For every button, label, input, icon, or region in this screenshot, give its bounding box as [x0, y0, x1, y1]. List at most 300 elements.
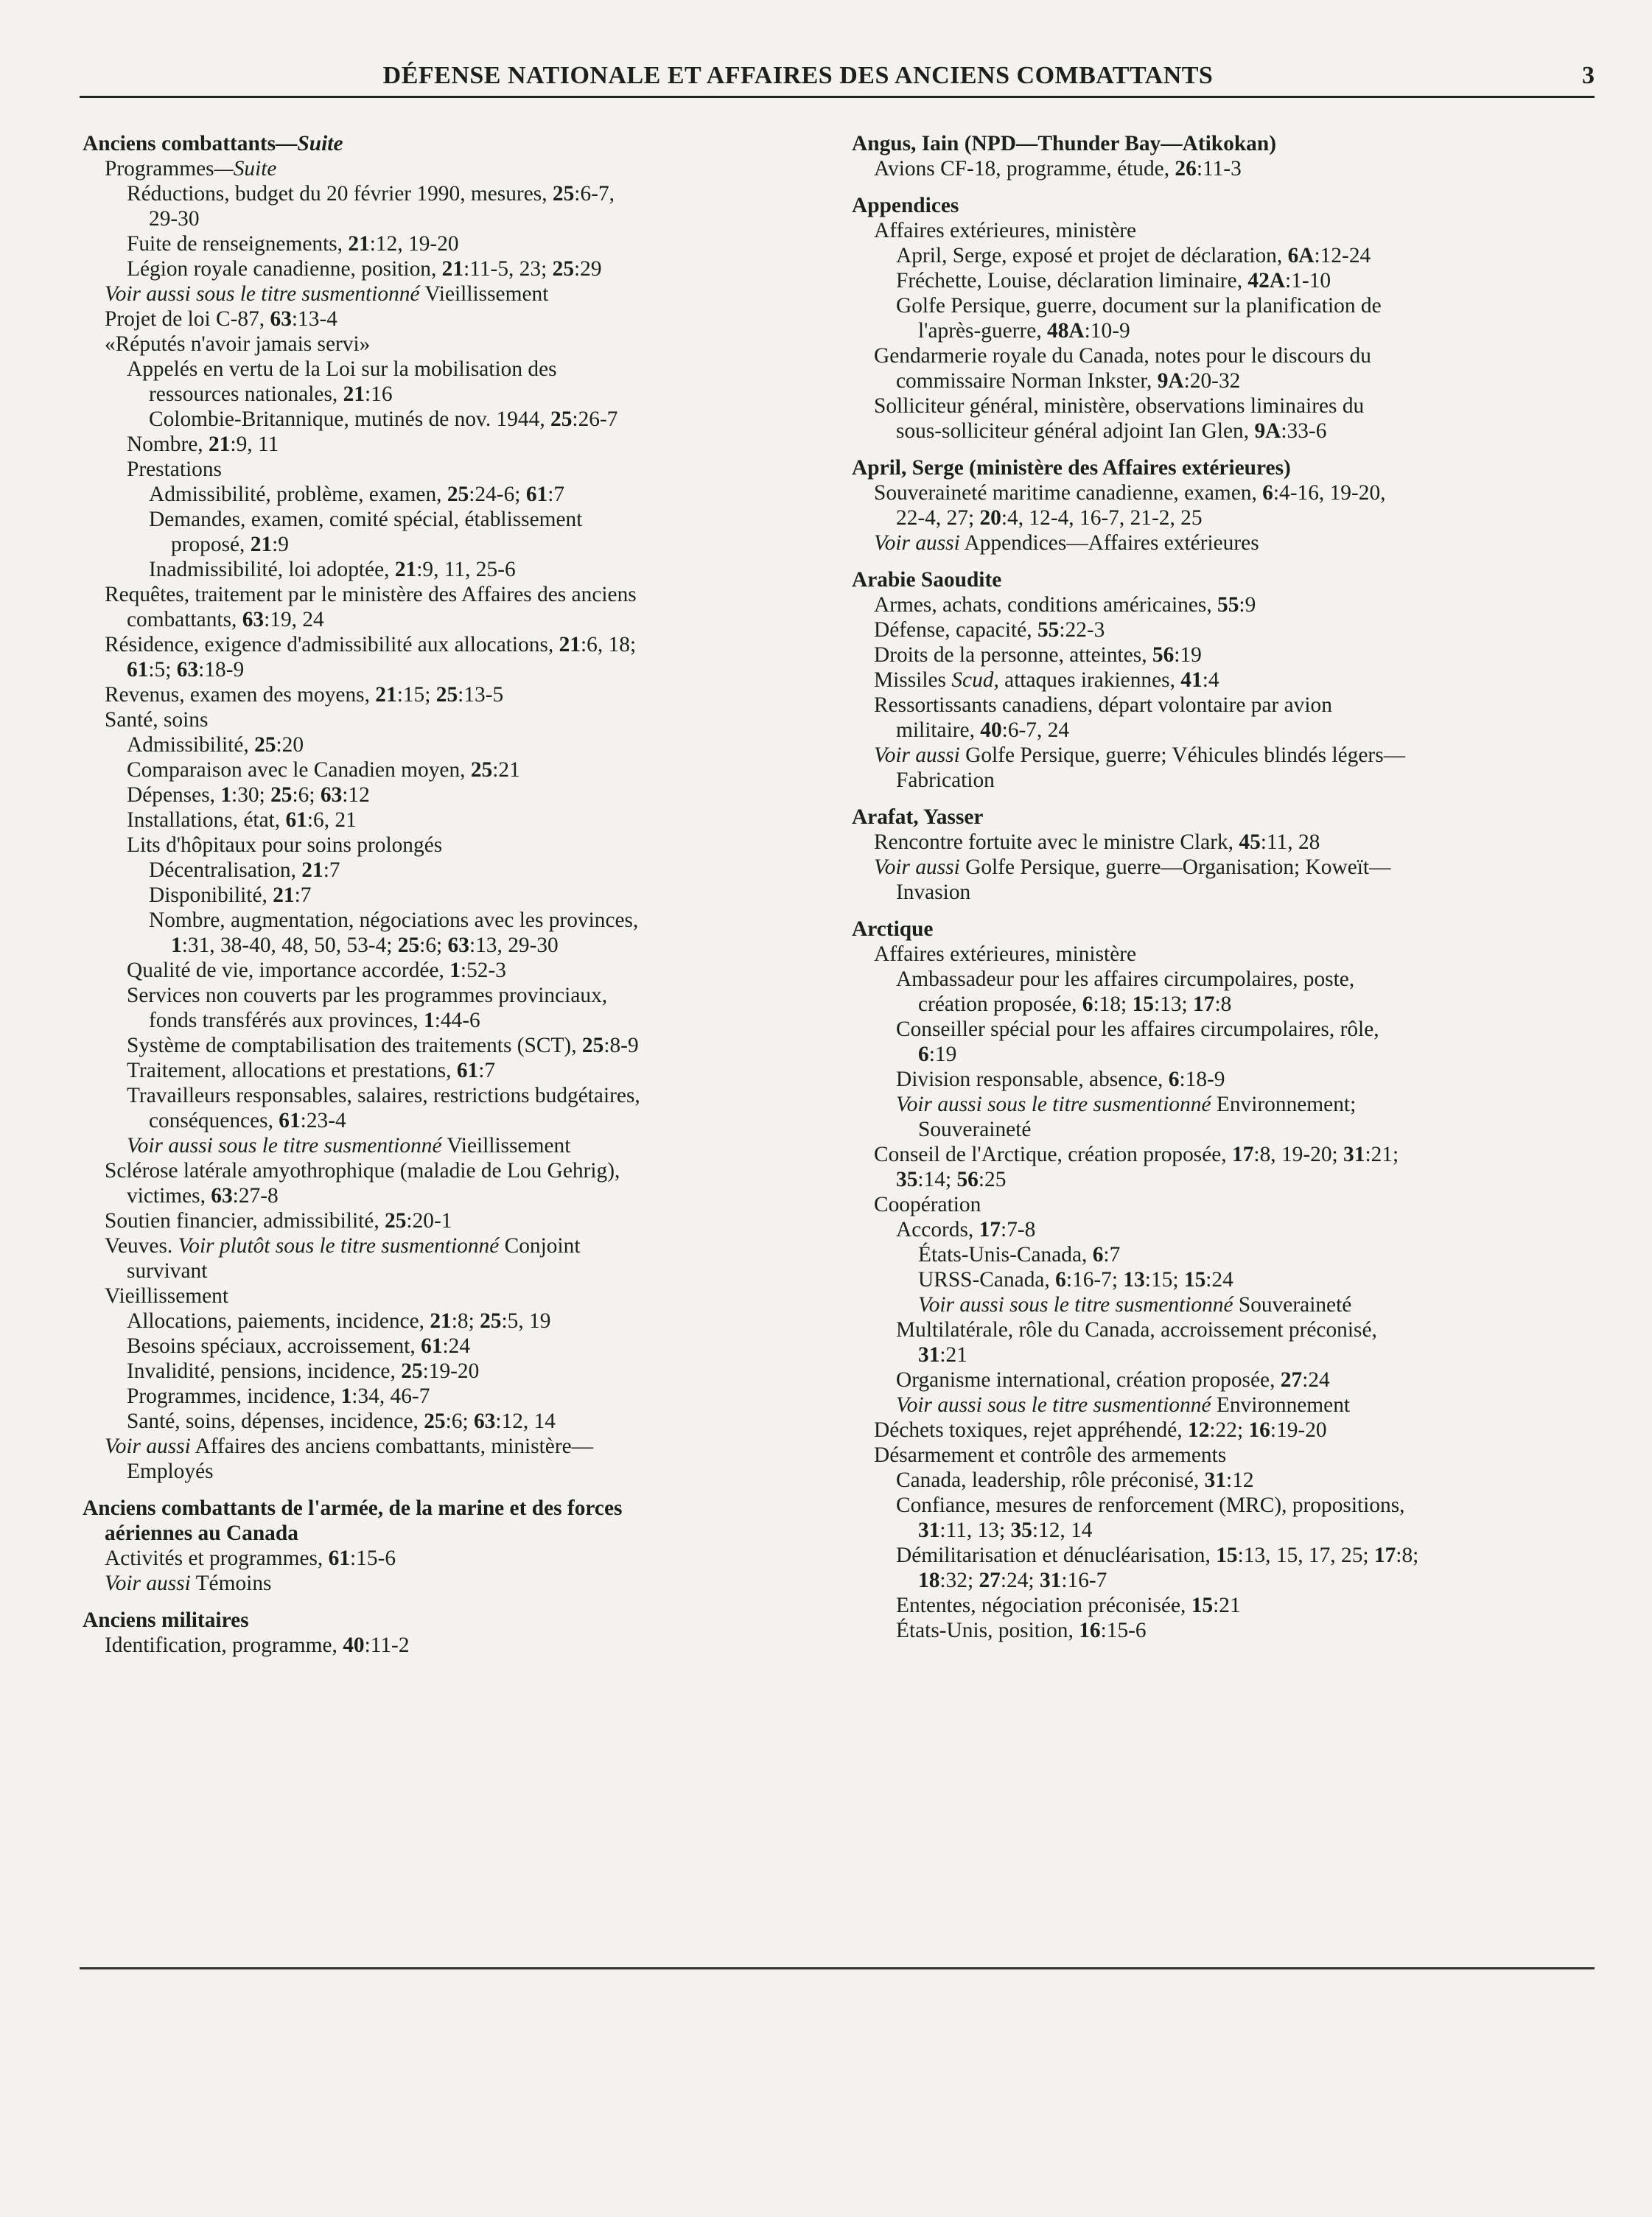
entry-text: :16-7	[1061, 1569, 1107, 1592]
index-entry	[149, 407, 823, 432]
entry-text: 1	[220, 783, 232, 807]
index-entry	[874, 530, 1595, 556]
index-heading	[852, 805, 1595, 830]
entry-text: Vieillissement	[105, 1284, 229, 1308]
entry-text: :24	[1302, 1368, 1330, 1392]
entry-text: :11, 13;	[939, 1519, 1011, 1542]
index-entry	[896, 318, 1595, 343]
entry-text: Fabrication	[896, 768, 995, 792]
entry-text: Prestations	[127, 458, 222, 481]
entry-text: 6	[1262, 481, 1273, 505]
entry-text: 9A	[1254, 419, 1281, 443]
entry-text: 61	[285, 808, 307, 832]
entry-text: Droits de la personne, atteintes,	[874, 643, 1152, 667]
entry-text: Démilitarisation et dénucléarisation,	[896, 1544, 1217, 1567]
entry-text: Requêtes, traitement par le ministère des Affaires des anciens	[105, 583, 637, 606]
entry-text: —Suite	[214, 157, 277, 181]
entry-text: 55	[1037, 618, 1060, 642]
entry-text: :7	[478, 1059, 496, 1082]
index-entry	[127, 1133, 823, 1158]
entry-text: 21	[348, 232, 370, 256]
entry-text: Environnement	[1211, 1393, 1351, 1417]
entry-text: Sclérose latérale amyothrophique (maladie de Lou Gehrig),	[105, 1159, 620, 1183]
index-entry	[896, 268, 1595, 293]
entry-text: sous-solliciteur général adjoint Ian Glen,	[896, 419, 1255, 443]
entry-text: 17	[1232, 1143, 1254, 1166]
entry-text: 35	[1010, 1519, 1032, 1542]
entry-text: Inadmissibilité, loi adoptée,	[149, 558, 395, 581]
index-entry	[874, 642, 1595, 668]
entry-text: Environnement;	[1211, 1093, 1357, 1116]
index-entry	[127, 1334, 823, 1359]
entry-text: 25	[550, 407, 573, 431]
index-entry	[874, 592, 1595, 617]
entry-text: Golfe Persique, guerre, document sur la planification de	[896, 294, 1382, 318]
index-entry	[896, 1367, 1595, 1393]
right-column	[852, 131, 1595, 1643]
entry-text: :15-6	[1100, 1619, 1147, 1642]
entry-text: 22-4, 27;	[896, 506, 980, 530]
index-entry	[874, 218, 1595, 243]
index-entry	[149, 858, 823, 883]
index-entry	[127, 1033, 823, 1058]
index-entry	[896, 1593, 1595, 1618]
index-entry	[874, 743, 1595, 768]
index-entry	[874, 1142, 1595, 1167]
index-entry	[127, 256, 823, 281]
entry-text: 25	[470, 758, 493, 782]
entry-text: Souveraineté	[1233, 1293, 1352, 1317]
entry-text: Voir aussi	[874, 531, 960, 555]
entry-text: :6-7,	[574, 182, 615, 206]
entry-text: 27	[1280, 1368, 1303, 1392]
index-entry	[105, 1283, 823, 1309]
entry-text: 16	[1248, 1418, 1270, 1442]
entry-text: Voir plutôt sous le titre susmentionné	[178, 1234, 500, 1258]
entry-text: 6A	[1287, 244, 1315, 267]
entry-text: militaire,	[896, 718, 981, 742]
index-entry	[105, 582, 823, 607]
entry-text: 61	[328, 1547, 351, 1570]
entry-text: Souveraineté maritime canadienne, examen,	[874, 481, 1263, 505]
index-entry	[874, 343, 1595, 368]
index-entry	[874, 768, 1595, 793]
entry-text: —Suite	[276, 132, 343, 155]
index-entry	[105, 1158, 823, 1183]
index-entry	[874, 880, 1595, 905]
index-entry	[896, 293, 1595, 318]
entry-text: Voir aussi sous le titre susmentionné	[127, 1134, 442, 1157]
entry-text: Ressortissants canadiens, départ volontaire par avion	[874, 693, 1332, 717]
entry-text: April, Serge	[852, 456, 964, 480]
entry-text: Arctique	[852, 917, 934, 941]
entry-text: :22-3	[1059, 618, 1105, 642]
entry-text: :7-8	[1001, 1218, 1036, 1241]
entry-text: 41	[1180, 668, 1203, 692]
entry-text: :52-3	[460, 959, 506, 982]
index-entry	[918, 1242, 1595, 1267]
entry-text: :15-6	[350, 1547, 396, 1570]
entry-text: Besoins spéciaux, accroissement,	[127, 1334, 421, 1358]
entry-text: États-Unis, position,	[896, 1619, 1079, 1642]
index-entry	[874, 505, 1595, 530]
entry-text: :10-9	[1084, 319, 1130, 343]
entry-text: :15;	[396, 683, 436, 707]
entry-text: :6, 18;	[581, 633, 637, 656]
entry-text: 21	[209, 432, 231, 456]
entry-text: :12	[1226, 1468, 1254, 1492]
entry-text: :8, 19-20;	[1253, 1143, 1344, 1166]
entry-text: 63	[320, 783, 343, 807]
entry-text: :7	[547, 483, 565, 506]
entry-text: :24-6;	[469, 483, 526, 506]
entry-text: 13	[1123, 1268, 1145, 1292]
entry-text: :20-32	[1183, 369, 1241, 393]
entry-text: Solliciteur général, ministère, observations liminaires du	[874, 394, 1365, 418]
entry-text: l'après-guerre,	[918, 319, 1048, 343]
entry-text: Fuite de renseignements,	[127, 232, 349, 256]
entry-text: Invalidité, pensions, incidence,	[127, 1359, 402, 1383]
entry-text: 25	[581, 1034, 604, 1057]
entry-text: Qualité de vie, importance accordée,	[127, 959, 450, 982]
entry-text: Golfe Persique, guerre—Organisation; Koweït—	[959, 855, 1391, 879]
index-entry	[896, 1217, 1595, 1242]
entry-text: :20	[276, 733, 304, 757]
index-entry	[896, 1042, 1595, 1067]
entry-text: Comparaison avec le Canadien moyen,	[127, 758, 471, 782]
index-entry	[105, 1633, 823, 1658]
entry-text: ressources nationales,	[149, 382, 343, 406]
index-entry	[105, 1258, 823, 1283]
entry-text: Légion royale canadienne, position,	[127, 257, 442, 281]
index-entry	[874, 617, 1595, 642]
entry-text: attaques irakiennes,	[998, 668, 1181, 692]
index-entry	[127, 833, 823, 858]
entry-text: :6-7, 24	[1001, 718, 1070, 742]
index-heading	[852, 917, 1595, 942]
entry-text: Voir aussi sous le titre susmentionné	[896, 1093, 1211, 1116]
footer-rule	[80, 1967, 1595, 1969]
entry-text: Affaires extérieures, ministère	[874, 219, 1137, 242]
entry-text: :13;	[1153, 992, 1194, 1016]
index-entry	[127, 808, 823, 833]
entry-text: 6	[1092, 1243, 1104, 1267]
entry-text: :31, 38-40, 48, 50, 53-4;	[181, 934, 398, 957]
entry-text: Coopération	[874, 1193, 981, 1216]
entry-text: Anciens militaires	[83, 1608, 249, 1632]
entry-text: survivant	[127, 1259, 208, 1283]
entry-text: 25	[385, 1209, 407, 1233]
entry-text: Affaires extérieures, ministère	[874, 942, 1137, 966]
index-entry	[874, 1192, 1595, 1217]
index-entry	[105, 1546, 823, 1571]
entry-text: :25	[978, 1168, 1007, 1191]
entry-text: 40	[343, 1633, 365, 1657]
entry-text: 1	[171, 934, 182, 957]
index-entry	[127, 432, 823, 457]
entry-text: :30;	[231, 783, 271, 807]
entry-text: Anciens combattants de l'armée, de la marine et des forces	[83, 1496, 623, 1520]
entry-text: 25	[401, 1359, 423, 1383]
entry-text: 31	[918, 1519, 940, 1542]
entry-text: Gendarmerie royale du Canada, notes pour le discours du	[874, 344, 1371, 368]
index-entry	[896, 1543, 1595, 1568]
entry-text: 15	[1132, 992, 1154, 1016]
entry-text: 63	[242, 608, 265, 631]
entry-text: Appendices—Affaires extérieures	[959, 531, 1259, 555]
index-entry	[105, 156, 823, 181]
entry-text: 31	[1204, 1468, 1227, 1492]
index-heading	[83, 1608, 823, 1633]
entry-text: :11-5, 23;	[463, 257, 553, 281]
entry-text: :6;	[419, 934, 448, 957]
entry-text: :29	[574, 257, 602, 281]
entry-text: commissaire Norman Inkster,	[896, 369, 1158, 393]
index-entry	[896, 967, 1595, 992]
entry-text: Système de comptabilisation des traitements (SCT),	[127, 1034, 582, 1057]
entry-text: Identification, programme,	[105, 1633, 343, 1657]
entry-text: 6	[1082, 992, 1093, 1016]
entry-text: 63	[447, 934, 469, 957]
index-entry	[149, 482, 823, 507]
entry-text: :13, 15, 17, 25;	[1237, 1544, 1374, 1567]
entry-text: :12, 14	[495, 1409, 556, 1433]
entry-text: Nombre, augmentation, négociations avec les provinces,	[149, 908, 639, 932]
entry-text: 25	[480, 1309, 502, 1333]
entry-text: Canada, leadership, rôle préconisé,	[896, 1468, 1205, 1492]
index-entry	[127, 1359, 823, 1384]
entry-text: :9, 11, 25-6	[416, 558, 516, 581]
entry-text: 25	[254, 733, 276, 757]
entry-text: 25	[447, 483, 469, 506]
entry-text: Voir aussi	[105, 1572, 191, 1595]
entry-text: 9A	[1157, 369, 1184, 393]
index-entry	[127, 958, 823, 983]
entry-text: :6;	[292, 783, 321, 807]
entry-text: 6	[1168, 1068, 1180, 1091]
index-entry	[127, 983, 823, 1008]
entry-text: 55	[1217, 593, 1239, 617]
entry-text: 1	[423, 1009, 435, 1032]
index-entry	[127, 1008, 823, 1033]
entry-text: :24	[442, 1334, 471, 1358]
entry-text: Rencontre fortuite avec le ministre Clark,	[874, 830, 1239, 854]
entry-text: Arabie Saoudite	[852, 568, 1002, 592]
entry-text: 56	[1152, 643, 1175, 667]
entry-text: Affaires des anciens combattants, ministère—	[190, 1435, 594, 1458]
entry-text: :21;	[1365, 1143, 1399, 1166]
index-entry	[127, 382, 823, 407]
index-entry	[105, 307, 823, 332]
index-entry	[127, 1083, 823, 1108]
entry-text: Voir aussi sous le titre susmentionné	[105, 282, 420, 306]
entry-text: 63	[473, 1409, 496, 1433]
entry-text: 21	[430, 1309, 452, 1333]
entry-text: (ministère des Affaires extérieures)	[963, 456, 1291, 480]
entry-text: 29-30	[149, 207, 200, 231]
index-entry	[127, 732, 823, 757]
entry-text: Angus, Iain	[852, 132, 959, 155]
entry-text: Déchets toxiques, rejet appréhendé,	[874, 1418, 1188, 1442]
entry-text: :24;	[1000, 1569, 1040, 1592]
entry-text: 61	[456, 1059, 479, 1082]
entry-text: 6	[918, 1043, 929, 1066]
index-entry	[874, 830, 1595, 855]
entry-text: Division responsable, absence,	[896, 1068, 1169, 1091]
entry-text: :9	[1239, 593, 1256, 617]
index-entry	[105, 332, 823, 357]
index-entry	[127, 1309, 823, 1334]
entry-text: :11-3	[1196, 157, 1242, 181]
entry-text: 25	[397, 934, 420, 957]
entry-text: Résidence, exigence d'admissibilité aux allocations,	[105, 633, 559, 656]
entry-text: Ententes, négociation préconisée,	[896, 1594, 1191, 1617]
entry-text: Conseil de l'Arctique, création proposée,	[874, 1143, 1233, 1166]
entry-text: 26	[1175, 157, 1197, 181]
entry-text: Multilatérale, rôle du Canada, accroissement préconisé,	[896, 1318, 1377, 1342]
entry-text: 21	[375, 683, 397, 707]
entry-text: :6, 21	[307, 808, 357, 832]
entry-text: Voir aussi	[874, 743, 960, 767]
entry-text: Armes, achats, conditions américaines,	[874, 593, 1218, 617]
index-entry	[874, 368, 1595, 393]
index-heading	[83, 1496, 823, 1521]
entry-text: :8;	[451, 1309, 480, 1333]
index-entry	[896, 1618, 1595, 1643]
entry-text: fonds transférés aux provinces,	[149, 1009, 424, 1032]
index-entry	[127, 357, 823, 382]
index-entry	[896, 1468, 1595, 1493]
index-entry	[896, 1317, 1595, 1342]
index-entry	[896, 1092, 1595, 1117]
entry-text: :5, 19	[501, 1309, 551, 1333]
entry-text: Revenus, examen des moyens,	[105, 683, 376, 707]
index-entry	[105, 707, 823, 732]
index-entry	[896, 1393, 1595, 1418]
entry-text: Programmes	[105, 157, 214, 181]
index-entry	[896, 1117, 1595, 1142]
entry-text: Voir aussi	[874, 855, 960, 879]
page-header	[80, 62, 1595, 91]
entry-text: Confiance, mesures de renforcement (MRC), propositions,	[896, 1493, 1405, 1517]
entry-text: proposé,	[171, 533, 251, 556]
entry-text: Témoins	[190, 1572, 272, 1595]
entry-text: 16	[1079, 1619, 1101, 1642]
index-entry	[149, 507, 823, 532]
page-title: DÉFENSE NATIONALE ET AFFAIRES DES ANCIENS COMBATTANTS	[382, 62, 1214, 89]
index-entry	[896, 1342, 1595, 1367]
index-entry	[896, 992, 1595, 1017]
entry-text: :34, 46-7	[351, 1384, 430, 1408]
index-heading	[852, 193, 1595, 218]
index-entry	[149, 933, 823, 958]
entry-text: 21	[441, 257, 464, 281]
entry-text: 21	[559, 633, 581, 656]
entry-text: Voir aussi sous le titre susmentionné	[896, 1393, 1211, 1417]
entry-text: victimes,	[127, 1184, 211, 1208]
index-entry	[127, 1384, 823, 1409]
index-heading	[852, 567, 1595, 592]
entry-text: 25	[424, 1409, 446, 1433]
entry-text: :11-2	[364, 1633, 410, 1657]
entry-text: Nombre,	[127, 432, 209, 456]
index-entry	[874, 1167, 1595, 1192]
entry-text: :23-4	[300, 1109, 346, 1132]
index-entry	[874, 693, 1595, 718]
entry-text: 6	[1055, 1268, 1066, 1292]
entry-text: :18-9	[198, 658, 245, 682]
entry-text: (NPD—Thunder Bay—Atikokan)	[959, 132, 1276, 155]
entry-text: 15	[1183, 1268, 1206, 1292]
entry-text: création proposée,	[918, 992, 1082, 1016]
entry-text: 61	[525, 483, 548, 506]
entry-text: :14;	[917, 1168, 957, 1191]
entry-text: :13, 29-30	[469, 934, 559, 957]
entry-text: Vieillissement	[441, 1134, 571, 1157]
entry-text: Appendices	[852, 194, 959, 217]
entry-text: Projet de loi C-87,	[105, 307, 270, 331]
entry-text: :24	[1205, 1268, 1233, 1292]
index-entry	[127, 181, 823, 206]
index-entry	[918, 1267, 1595, 1292]
index-entry	[127, 1409, 823, 1434]
index-entry	[105, 632, 823, 657]
entry-text: 17	[979, 1218, 1001, 1241]
entry-text: :7	[1103, 1243, 1121, 1267]
entry-text: 21	[301, 858, 323, 882]
entry-text: Services non couverts par les programmes provinciaux,	[127, 984, 608, 1007]
index-heading	[83, 1521, 823, 1546]
entry-text: Soutien financier, admissibilité,	[105, 1209, 385, 1233]
entry-text: Santé, soins	[105, 708, 209, 732]
entry-text: :18;	[1093, 992, 1133, 1016]
page-number: 3	[1582, 62, 1595, 89]
entry-text: :13-4	[291, 307, 337, 331]
entry-text: Colombie-Britannique, mutinés de nov. 1944,	[149, 407, 551, 431]
entry-text: :9, 11	[230, 432, 279, 456]
entry-text: Avions CF-18, programme, étude,	[874, 157, 1175, 181]
entry-text: :20-1	[406, 1209, 452, 1233]
entry-text: Programmes, incidence,	[127, 1384, 341, 1408]
entry-text: Décentralisation,	[149, 858, 302, 882]
index-entry	[127, 782, 823, 808]
entry-text: :19, 24	[264, 608, 324, 631]
entry-text: conséquences,	[149, 1109, 279, 1132]
index-heading	[83, 131, 823, 156]
index-entry	[105, 281, 823, 307]
index-entry	[127, 1108, 823, 1133]
entry-text: Dépenses,	[127, 783, 221, 807]
entry-text: Golfe Persique, guerre; Véhicules blindés légers—	[959, 743, 1406, 767]
entry-text: :12, 14	[1032, 1519, 1093, 1542]
entry-text: 63	[211, 1184, 233, 1208]
entry-text: Installations, état,	[127, 808, 286, 832]
entry-text: 17	[1193, 992, 1215, 1016]
entry-text: Voir aussi sous le titre susmentionné	[918, 1293, 1233, 1317]
entry-text: :33-6	[1281, 419, 1327, 443]
entry-text: Traitement, allocations et prestations,	[127, 1059, 457, 1082]
index-entry	[127, 231, 823, 256]
entry-text: :12-24	[1314, 244, 1371, 267]
entry-text: :11, 28	[1260, 830, 1320, 854]
index-entry	[874, 718, 1595, 743]
index-entry	[105, 1459, 823, 1484]
entry-text: :21	[492, 758, 520, 782]
header-rule	[80, 96, 1595, 98]
entry-text: :5;	[148, 658, 177, 682]
entry-text: Lits d'hôpitaux pour soins prolongés	[127, 833, 443, 857]
entry-text: Fréchette, Louise, déclaration liminaire,	[896, 269, 1248, 293]
